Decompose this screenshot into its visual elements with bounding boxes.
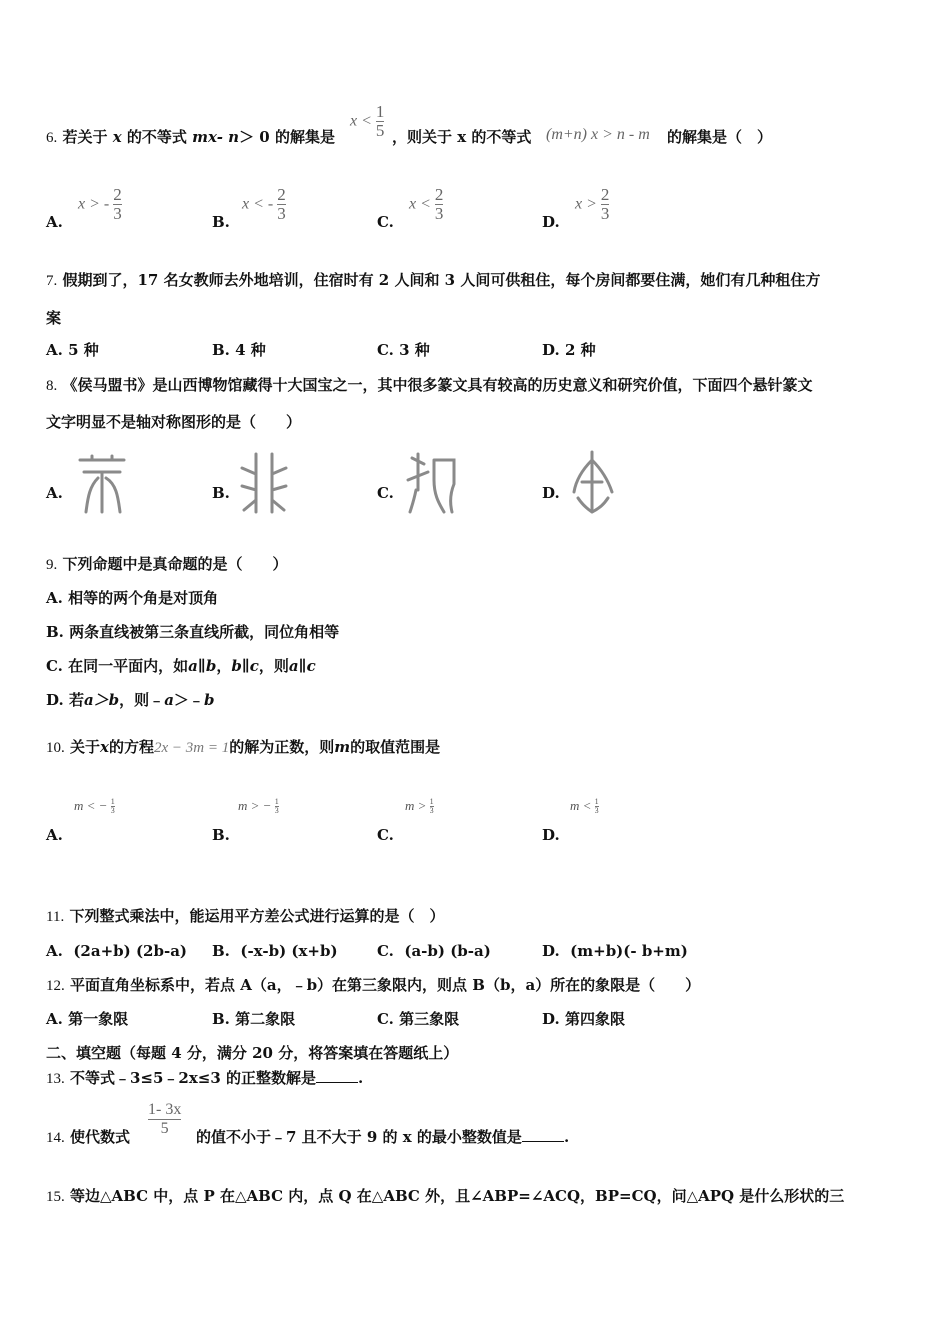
question-number: 6. [46, 130, 58, 146]
question-text: 平面直角坐标系中，若点 A（a，﹣b）在第三象限内，则点 B（b，a）所在的象限是（ ） [69, 976, 701, 994]
option-a[interactable]: A. 5 种 [46, 341, 99, 359]
question-text: 下列整式乘法中，能运用平方差公式进行运算的是（ ） [69, 907, 445, 925]
option-d-label[interactable]: D. [542, 213, 560, 231]
question-9 [46, 554, 288, 575]
fraction-image: $\frac{1- 3x}{5}$ [148, 1101, 182, 1137]
question-text: 的不等式 [126, 128, 187, 146]
question-number: 14. [46, 1130, 65, 1146]
seal-glyph-d-icon [568, 448, 618, 516]
question-text: 的解集是（ ） [667, 128, 773, 146]
option-c[interactable]: C. 第三象限 [377, 1010, 460, 1028]
question-text: 等边△ABC 中，点 P 在△ABC 内，点 Q 在△ABC 外，且∠ABP=∠ACQ，BP=CQ，问△APQ 是什么形状的三 [69, 1187, 845, 1205]
option-b-label[interactable]: B. [212, 484, 230, 502]
question-text: 若关于 [62, 128, 108, 146]
seal-glyph-c-icon [404, 450, 460, 516]
option-b[interactable]: B. 两条直线被第三条直线所截，同位角相等 [46, 623, 340, 641]
option-d-label[interactable]: D. [542, 826, 560, 844]
option-d-math: m < $\frac{1}{3}$ [570, 796, 599, 815]
question-14-cont: 的值不小于﹣7 且不大于 9 的 x 的最小整数值是 . [196, 1128, 570, 1146]
question-13: 13. 不等式﹣3≤5﹣2x≤3 的正整数解是 . [46, 1069, 364, 1087]
answer-blank[interactable] [316, 1068, 358, 1083]
question-text: 使代数式 [69, 1128, 130, 1146]
variable-x: x [112, 128, 122, 146]
question-number: 8. [46, 378, 58, 394]
question-text: ＞ 0 的解集是 [239, 128, 335, 146]
option-c-math: m > $\frac{1}{3}$ [405, 796, 434, 815]
question-11 [46, 906, 444, 927]
answer-blank[interactable] [522, 1127, 564, 1142]
option-c-label[interactable]: C. [377, 826, 394, 844]
question-8-line2: 文字明显不是轴对称图形的是（ ） [46, 413, 302, 431]
option-c[interactable]: C. 3 种 [377, 341, 430, 359]
option-a-label[interactable]: A. [46, 484, 63, 502]
question-6-end [667, 127, 772, 147]
question-text: 不等式﹣3≤5﹣2x≤3 的正整数解是 [69, 1069, 317, 1087]
option-d[interactable]: D. (m+b)(- b+m) [542, 942, 688, 960]
question-7 [46, 270, 820, 291]
option-c[interactable]: C. 在同一平面内，如a∥b，b∥c，则a∥c [46, 657, 316, 675]
option-d[interactable]: D. 2 种 [542, 341, 596, 359]
option-b-label[interactable]: B. [212, 213, 230, 231]
option-b[interactable]: B. (-x-b) (x+b) [212, 942, 338, 960]
option-c-label[interactable]: C. [377, 213, 394, 231]
question-7-line2: 案 [46, 309, 62, 327]
option-c-label[interactable]: C. [377, 484, 394, 502]
question-10: 10. 关于x的方程2x − 3m = 1的解为正数，则m的取值范围是 [46, 738, 441, 756]
question-number: 12. [46, 978, 65, 994]
seal-glyph-a-icon [74, 452, 130, 516]
question-number: 11. [46, 909, 65, 925]
option-a-math: x > - $\frac{2}{3}$ [78, 185, 122, 223]
question-15 [46, 1186, 844, 1207]
option-a-label[interactable]: A. [46, 826, 63, 844]
question-14 [46, 1127, 130, 1148]
question-text: 下列命题中是真命题的是（ ） [62, 555, 288, 573]
question-number: 9. [46, 557, 58, 573]
question-text: 的值不小于﹣7 且不大于 9 的 x 的最小整数值是 [196, 1128, 522, 1146]
question-number: 15. [46, 1189, 65, 1205]
option-a[interactable]: A. 第一象限 [46, 1010, 129, 1028]
question-text: 《侯马盟书》是山西博物馆藏得十大国宝之一，其中很多篆文具有较高的历史意义和研究价值，下面四个悬针篆文 [62, 376, 813, 394]
question-text: 假期到了，17 名女教师去外地培训，住宿时有 2 人间和 3 人间可供租住，每个房间都要住满，她们有几种租住方 [62, 271, 821, 289]
question-6 [46, 127, 335, 148]
option-b[interactable]: B. 4 种 [212, 341, 266, 359]
option-b-math: m > − $\frac{1}{3}$ [238, 796, 279, 815]
section-title: 二、填空题（每题 4 分，满分 20 分，将答案填在答题纸上） [46, 1044, 459, 1062]
option-a-label[interactable]: A. [46, 213, 63, 231]
option-a-math: m < − $\frac{1}{3}$ [74, 796, 115, 815]
seal-glyph-b-icon [238, 450, 290, 516]
option-c[interactable]: C. (a-b) (b-a) [377, 942, 491, 960]
option-b-math: x < - $\frac{2}{3}$ [242, 185, 286, 223]
question-12 [46, 975, 700, 996]
solution-set-image: x < $\frac{1}{5}$ [350, 102, 385, 140]
option-c-math: x < $\frac{2}{3}$ [409, 185, 444, 223]
option-d[interactable]: D. 若a＞b，则﹣a＞﹣b [46, 691, 215, 709]
option-d[interactable]: D. 第四象限 [542, 1010, 625, 1028]
question-text: ，则关于 x 的不等式 [392, 128, 532, 146]
option-b-label[interactable]: B. [212, 826, 230, 844]
option-d-math: x > $\frac{2}{3}$ [575, 185, 610, 223]
question-number: 10. [46, 740, 65, 756]
equation-image: 2x − 3m = 1 [153, 740, 230, 756]
option-b[interactable]: B. 第二象限 [212, 1010, 296, 1028]
inequality: mx- n [192, 128, 240, 146]
question-6-cont [392, 127, 531, 147]
inequality-image: (m+n) x > n - m [546, 126, 650, 143]
question-number: 13. [46, 1071, 65, 1087]
question-number: 7. [46, 273, 58, 289]
option-d-label[interactable]: D. [542, 484, 560, 502]
option-a[interactable]: A. (2a+b) (2b-a) [46, 942, 188, 960]
question-8 [46, 375, 813, 396]
option-a[interactable]: A. 相等的两个角是对顶角 [46, 589, 219, 607]
